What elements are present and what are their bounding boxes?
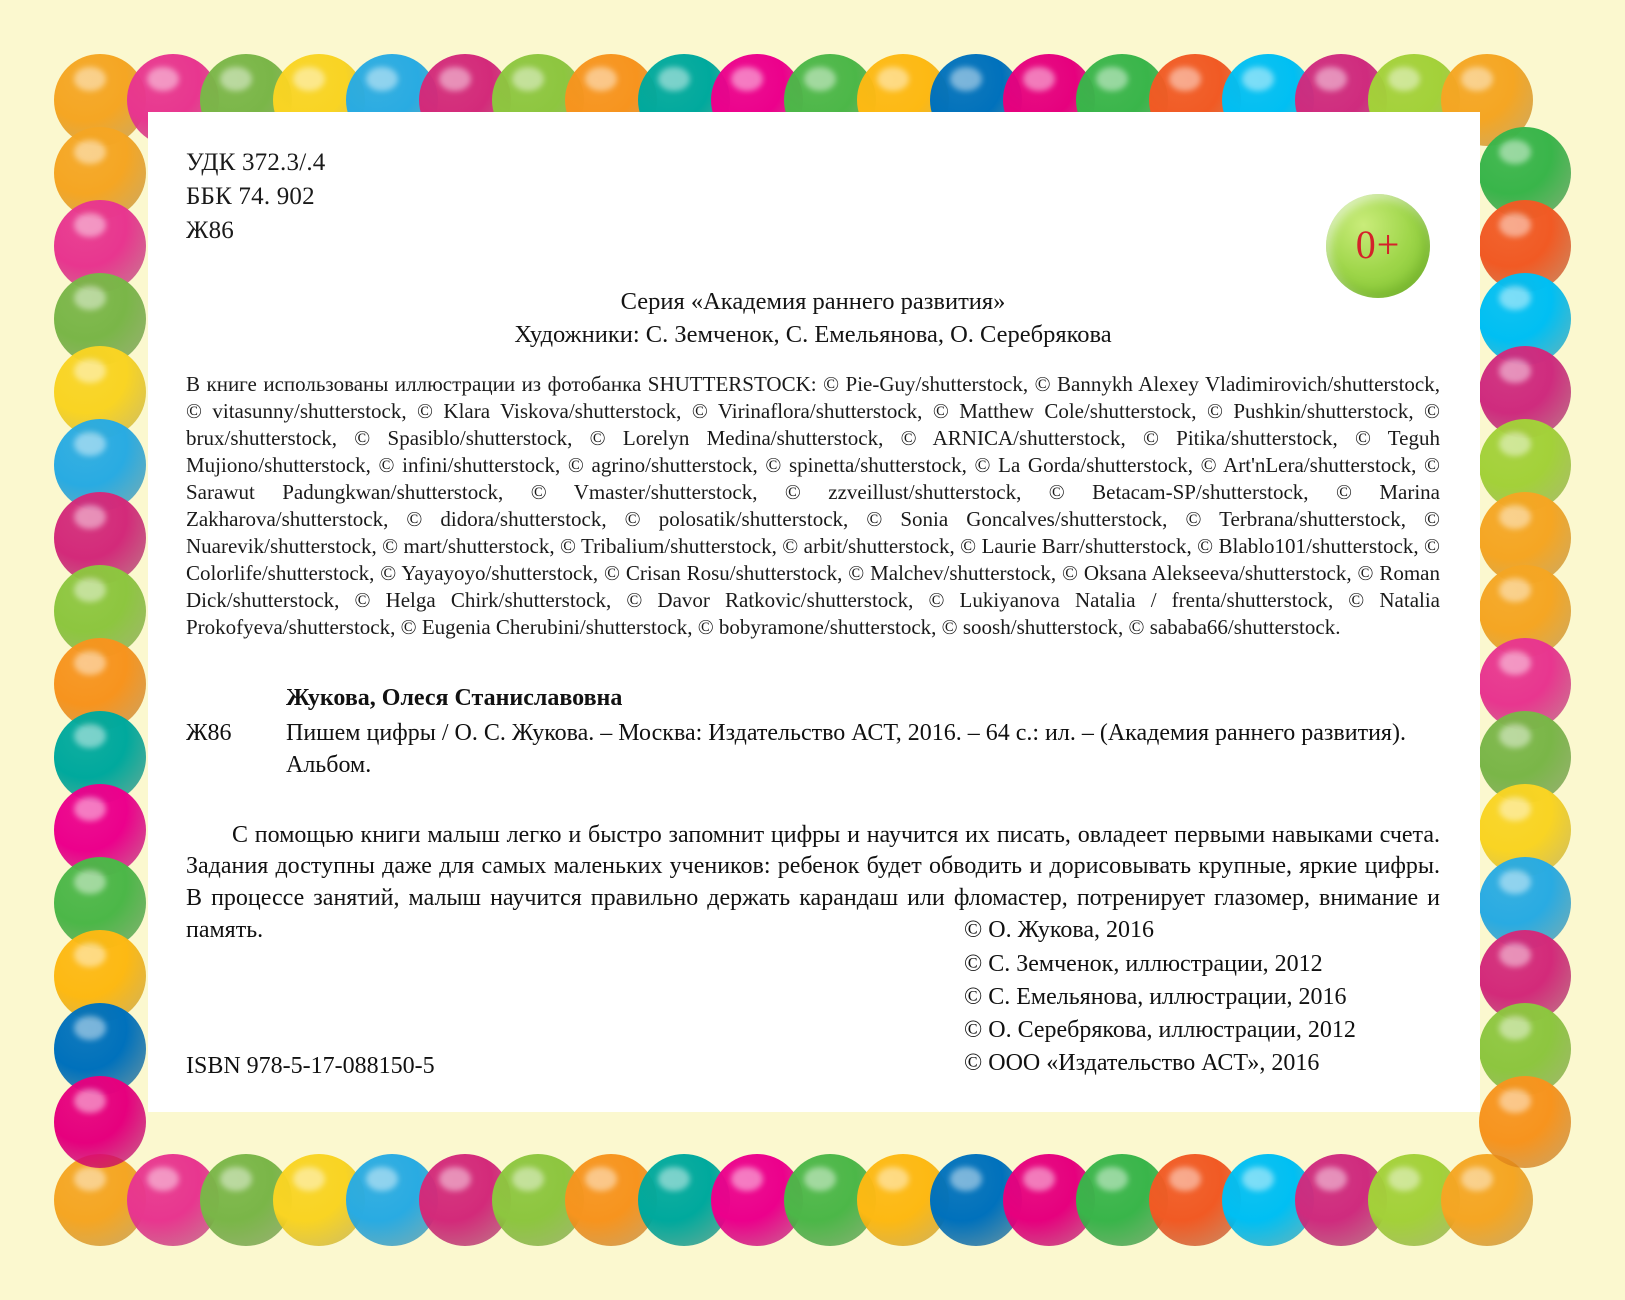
bead bbox=[1149, 1154, 1241, 1246]
age-rating-label: 0+ bbox=[1355, 221, 1401, 267]
bead bbox=[54, 419, 146, 511]
bead bbox=[54, 492, 146, 584]
bead bbox=[1441, 1154, 1533, 1246]
footer-block bbox=[186, 870, 1440, 1080]
bead bbox=[1076, 1154, 1168, 1246]
isbn-line: ISBN 978-5-17-088150-5 bbox=[186, 1053, 435, 1079]
bead bbox=[1295, 1154, 1387, 1246]
bead bbox=[54, 346, 146, 438]
biblio-code: Ж86 bbox=[186, 719, 232, 746]
copyright-line: © О. Серебрякова, иллюстрации, 2012 bbox=[964, 1016, 1356, 1043]
bead bbox=[1479, 346, 1571, 438]
bead bbox=[54, 784, 146, 876]
bead bbox=[1479, 1076, 1571, 1168]
bead bbox=[54, 1076, 146, 1168]
bead bbox=[1479, 200, 1571, 292]
bead bbox=[1479, 127, 1571, 219]
classification-block bbox=[186, 146, 1440, 248]
bead bbox=[1368, 1154, 1460, 1246]
bead bbox=[54, 1154, 146, 1246]
bead bbox=[200, 1154, 292, 1246]
book-description: С помощью книги малыш легко и быстро запомнит цифры и научится их писать, овладеет первыми навыками счета. Задания доступны даже для самых маленьких учеников: ребенок будет обводить и дорисовывать крупные, яркие цифры. В процессе занятий, малыш научится правильно держать карандаш или фломастер, потренирует глазомер, внимание и память. bbox=[186, 821, 1440, 943]
copyright-line: © С. Емельянова, иллюстрации, 2016 bbox=[964, 983, 1347, 1010]
bead bbox=[346, 1154, 438, 1246]
bead bbox=[54, 54, 146, 146]
bead bbox=[1003, 1154, 1095, 1246]
bead bbox=[273, 1154, 365, 1246]
bibliographic-record bbox=[186, 683, 1440, 782]
biblio-entry-text: Пишем цифры / О. С. Жукова. – Москва: Издательство АСТ, 2016. – 64 с.: ил. – (Академия раннего развития). Альбом. bbox=[286, 719, 1406, 778]
content-card bbox=[148, 112, 1480, 1112]
bead bbox=[127, 1154, 219, 1246]
bead bbox=[54, 273, 146, 365]
bead bbox=[54, 930, 146, 1022]
bead bbox=[1479, 711, 1571, 803]
bead bbox=[1479, 857, 1571, 949]
bead bbox=[857, 1154, 949, 1246]
classification-code: Ж86 bbox=[186, 217, 234, 244]
content-area bbox=[186, 146, 1440, 1080]
bead bbox=[1479, 930, 1571, 1022]
bead bbox=[54, 711, 146, 803]
copyright-line: © ООО «Издательство АСТ», 2016 bbox=[964, 1049, 1320, 1076]
series-title: Серия «Академия раннего развития» bbox=[620, 288, 1006, 315]
bead bbox=[1479, 419, 1571, 511]
bead bbox=[1479, 784, 1571, 876]
bead bbox=[54, 1003, 146, 1095]
bead bbox=[419, 1154, 511, 1246]
copyright-line: © О. Жукова, 2016 bbox=[964, 917, 1155, 944]
udk-line: УДК 372.3/.4 bbox=[186, 149, 326, 176]
bead bbox=[1479, 1003, 1571, 1095]
copyright-line: © С. Земченок, иллюстрации, 2012 bbox=[964, 950, 1323, 977]
series-block bbox=[186, 286, 1440, 351]
bead bbox=[1222, 1154, 1314, 1246]
bead bbox=[492, 1154, 584, 1246]
bead bbox=[1479, 273, 1571, 365]
bead bbox=[930, 1154, 1022, 1246]
bbk-line: ББК 74. 902 bbox=[186, 183, 315, 210]
bead bbox=[638, 1154, 730, 1246]
image-credits-paragraph: В книге использованы иллюстрации из фотобанка SHUTTERSTOCK: © Pie-Guy/shutterstock, © Bannykh Alexey Vladimirovich/shutterstock, © vitasunny/shutterstock, © Klara Viskova/shutterstock, © Virinaflora/shutterstock, © Matthew Cole/shutterstock, © Pushkin/shutterstock, © brux/shutterstock, © Spasiblo/shutterstock, © Lorelyn Medina/shutterstock, © ARNICA/shutterstock, © Pitika/shutterstock, © Teguh Mujiono/shutterstock, © infini/shutterstock, © agrino/shutterstock, © spinetta/shutterstock, © La Gorda/shutterstock, © Art'nLera/shutterstock, © Sarawut Padungkwan/shutterstock, © Vmaster/shutterstock, © zzveillust/shutterstock, © Betacam-SP/shutterstock, © Marina Zakharova/shutterstock, © didora/shutterstock, © polosatik/shutterstock, © Sonia Goncalves/shutterstock, © Terbrana/shutterstock, © Nuarevik/shutterstock, © mart/shutterstock, © Tribalium/shutterstock, © arbit/shutterstock, © Laurie Barr/shutterstock, © Blablo101/shutterstock, © Colorlife/shutterstock, © Yayayoyo/shutterstock, © Crisan Rosu/shutterstock, © Malchev/shutterstock, © Oksana Alekseeva/shutterstock, © Roman Dick/shutterstock, © Helga Chirk/shutterstock, © Davor Ratkovic/shutterstock, © Lukiyanova Natalia / frenta/shutterstock, © Natalia Prokofyeva/shutterstock, © Eugenia Cherubini/shutterstock, © bobyramone/shutterstock, © soosh/shutterstock, © sababa66/shutterstock. bbox=[186, 372, 1440, 640]
series-artists: Художники: С. Земченок, С. Емельянова, О. Серебрякова bbox=[514, 320, 1112, 348]
biblio-author: Жукова, Олеся Станиславовна bbox=[286, 685, 623, 711]
biblio-entry bbox=[186, 718, 1440, 782]
bead bbox=[54, 200, 146, 292]
bead bbox=[1479, 638, 1571, 730]
bead bbox=[54, 565, 146, 657]
bead bbox=[54, 638, 146, 730]
bead bbox=[54, 127, 146, 219]
bead bbox=[1479, 565, 1571, 657]
bead bbox=[54, 857, 146, 949]
age-rating-badge bbox=[1326, 194, 1430, 298]
bead bbox=[784, 1154, 876, 1246]
bead bbox=[711, 1154, 803, 1246]
bead bbox=[1479, 492, 1571, 584]
bead bbox=[565, 1154, 657, 1246]
